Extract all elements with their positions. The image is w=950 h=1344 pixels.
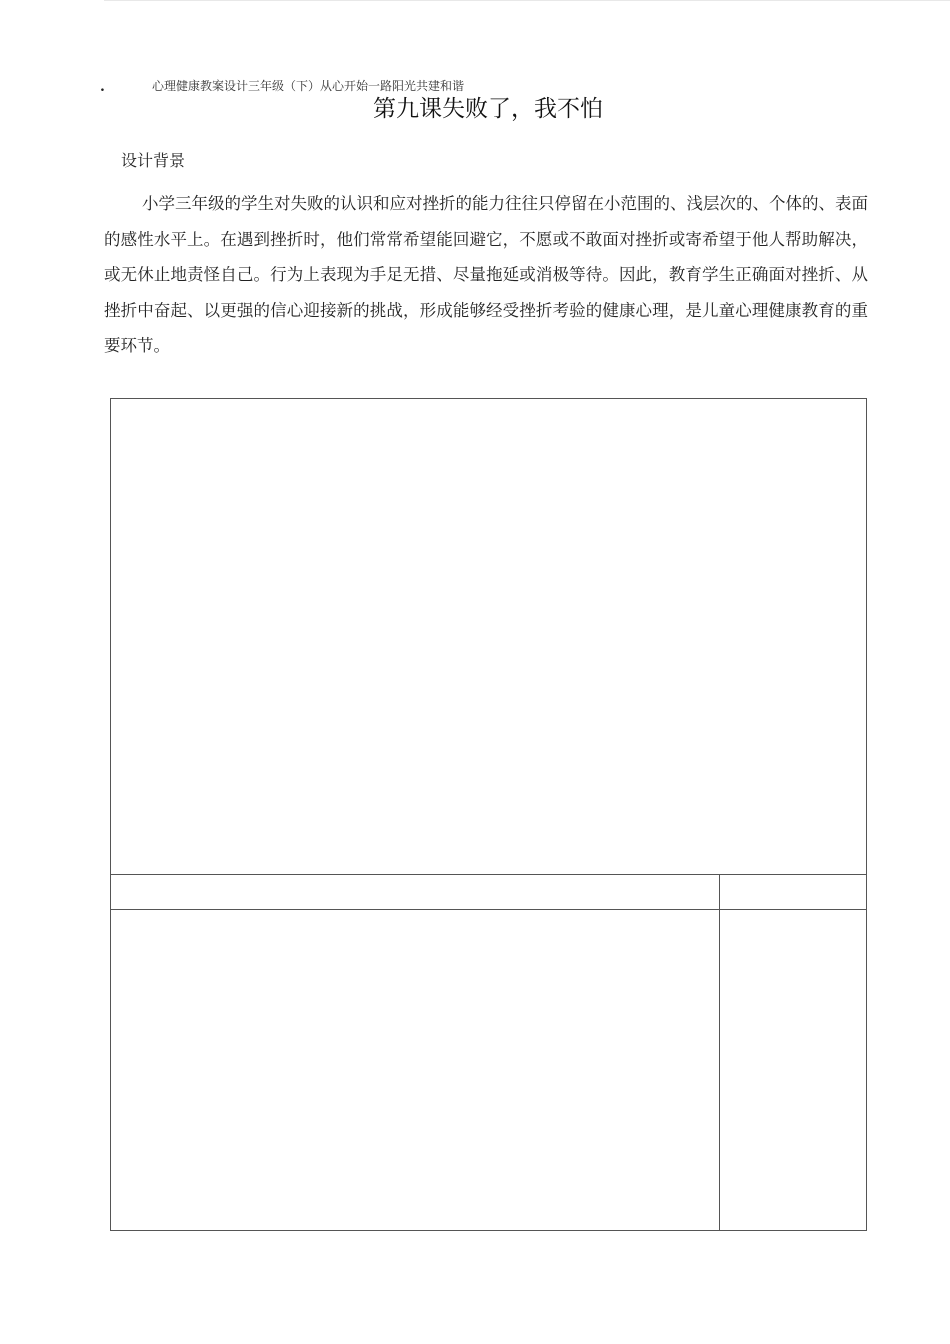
header-marker: . xyxy=(100,79,105,95)
table-header-divider xyxy=(110,909,867,910)
image-frame-box xyxy=(110,398,867,875)
table-column-divider xyxy=(719,874,720,1231)
page-title: 第九课失败了，我不怕 xyxy=(373,96,603,122)
running-header: 心理健康教案设计三年级（下）从心开始一路阳光共建和谐 xyxy=(152,79,465,93)
page-top-rule xyxy=(104,0,950,1)
design-background-paragraph: 小学三年级的学生对失败的认识和应对挫折的能力往往只停留在小范围的、浅层次的、个体的、表面的感性水平上。在遇到挫折时，他们常常希望能回避它，不愿或不敢面对挫折或寄希望于他人帮助解决，或无休止地责怪自己。行为上表现为手足无措、尽量拖延或消极等待。因此，教育学生正确面对挫折、从挫折中奋起、以更强的信心迎接新的挑战，形成能够经受挫折考验的健康心理，是儿童心理健康教育的重要环节。 xyxy=(104,194,868,355)
blank-table xyxy=(110,874,867,1231)
section-heading-design-background: 设计背景 xyxy=(121,151,186,170)
